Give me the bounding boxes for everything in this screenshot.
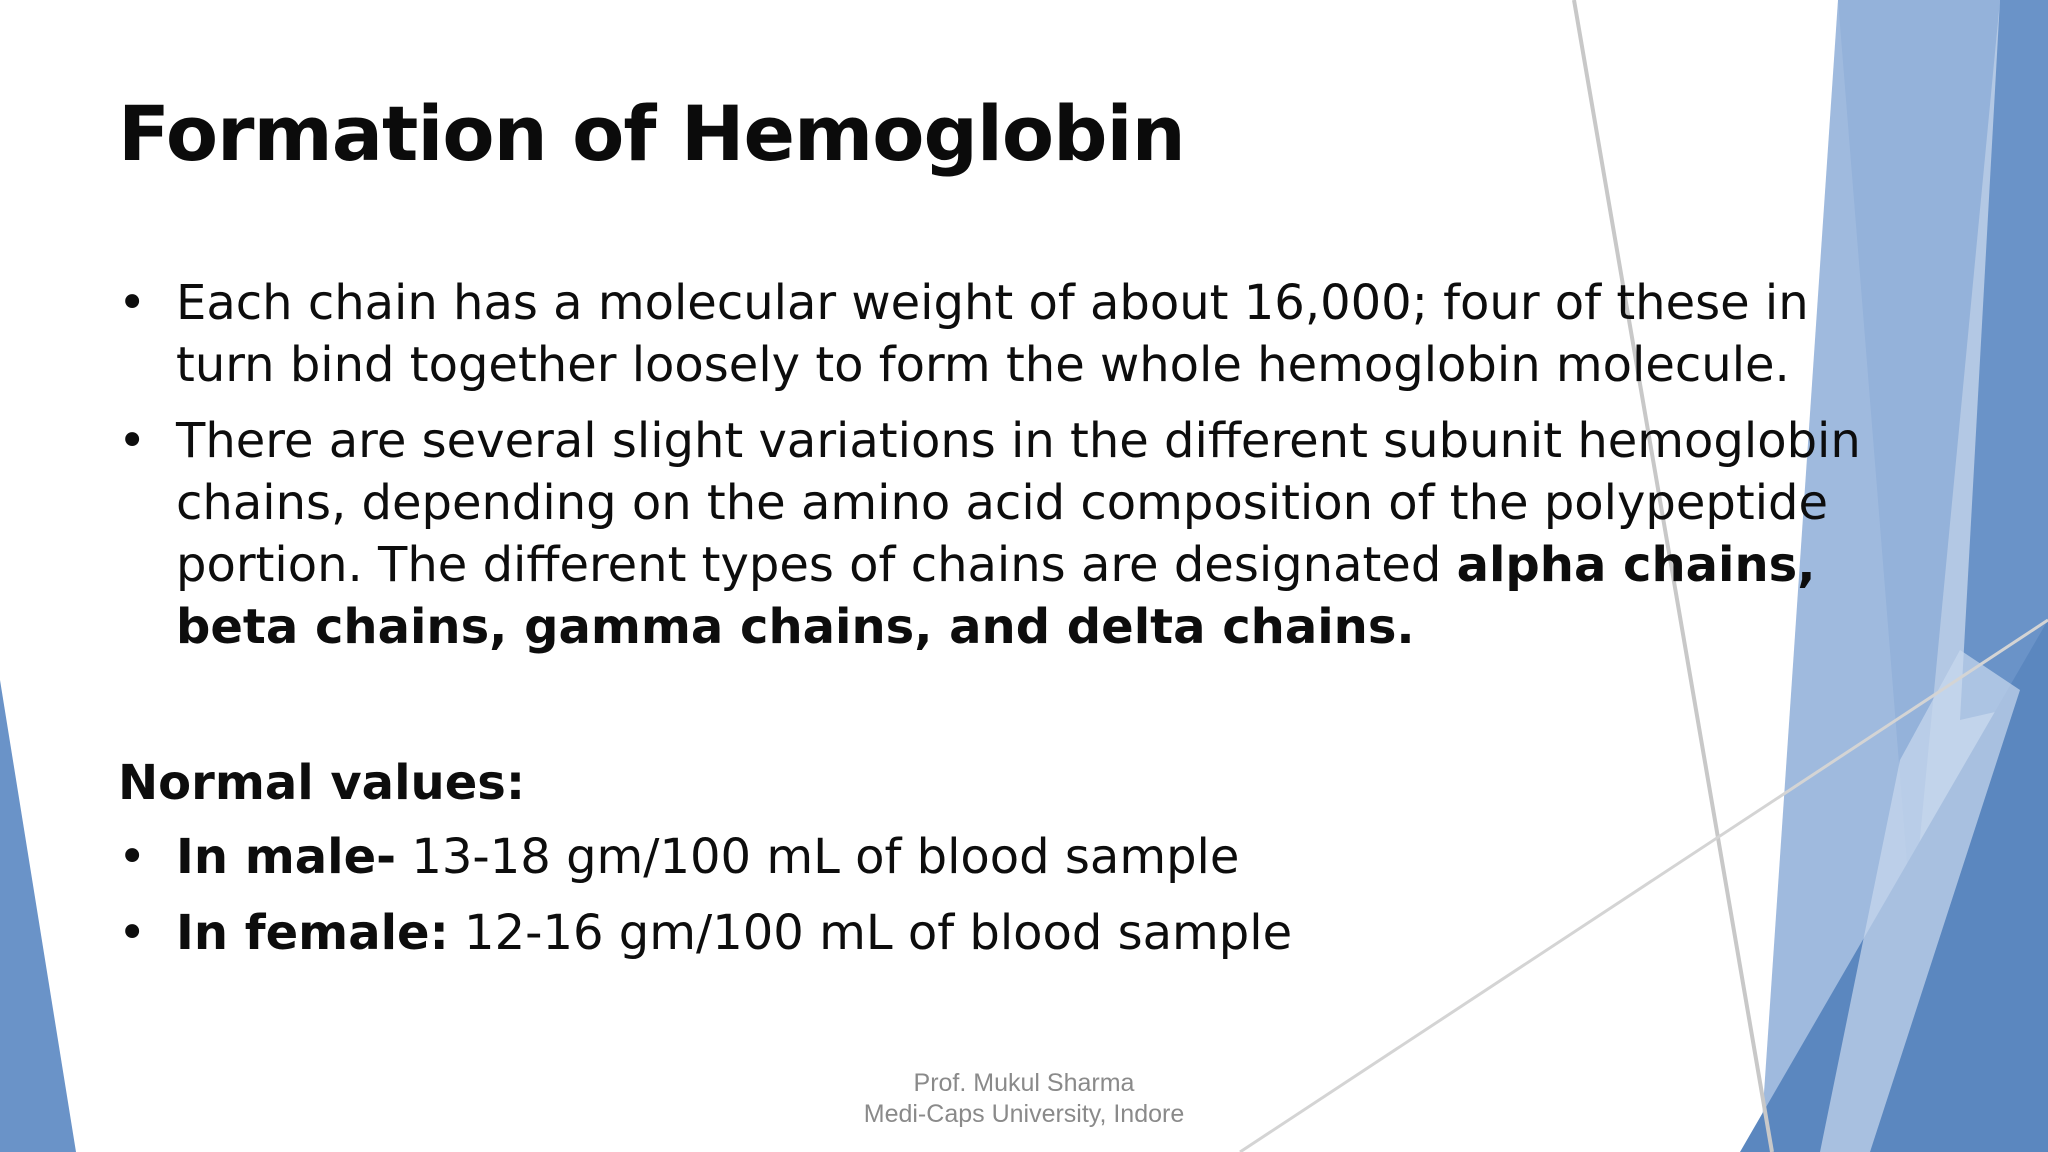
content-bullet-list (118, 272, 1878, 672)
bullet-text: Each chain has a molecular weight of about 16,000; four of these in turn bind together loosely to form the whole hemoglobin molecule. (176, 275, 1809, 393)
footer-institution: Medi-Caps University, Indore (863, 1100, 1185, 1128)
value-label: In female: (176, 905, 449, 961)
value-label: In male- (176, 829, 397, 885)
bullet-text: There are several slight variations in the different subunit hemoglobin chains, depending on the amino acid composition of the polypeptide portion. The different types of chains are designated (176, 413, 1861, 593)
bullet-item-molecular-weight (118, 272, 1878, 396)
footer-author: Prof. Mukul Sharma (913, 1069, 1135, 1097)
left-facet (0, 680, 76, 1152)
normal-values-list (118, 826, 1292, 978)
value-text: 13-18 gm/100 mL of blood sample (396, 829, 1240, 885)
value-text: 12-16 gm/100 mL of blood sample (448, 905, 1293, 961)
bullet-item-chain-variations (118, 410, 1878, 658)
slide-footer (824, 1068, 1224, 1130)
value-item-female (118, 902, 1292, 964)
bullet-bold-chain-types: alpha chains, beta chains, gamma chains, and delta chains. (176, 537, 1816, 655)
value-item-male (118, 826, 1292, 888)
normal-values-heading: Normal values: (118, 755, 526, 811)
slide-title: Formation of Hemoglobin (118, 89, 1185, 178)
